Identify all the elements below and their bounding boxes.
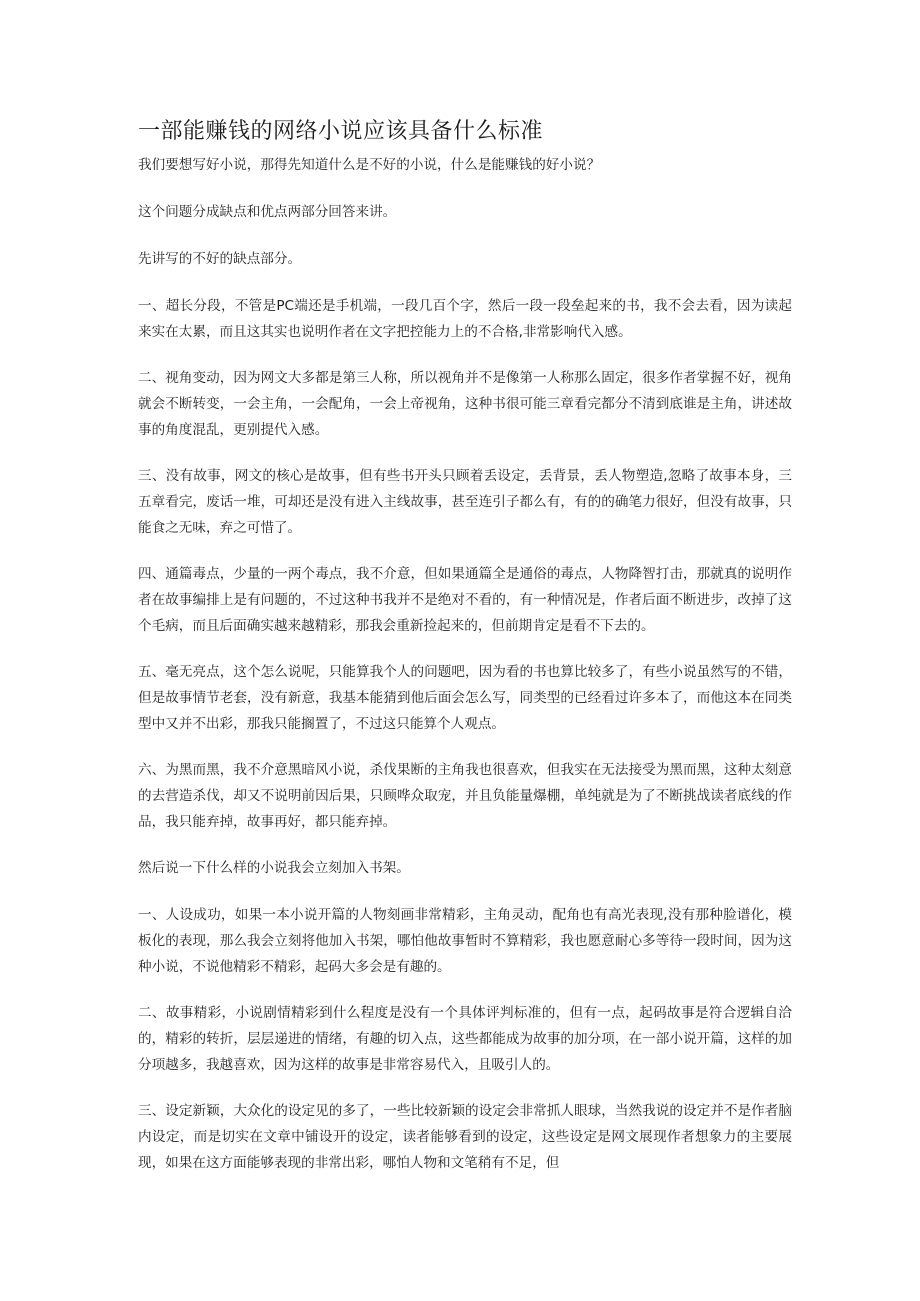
paragraph-structure: 这个问题分成缺点和优点两部分回答来讲。 (138, 204, 397, 220)
paragraph-intro: 我们要想写好小说，那得先知道什么是不好的小说，什么是能赚钱的好小说？ (138, 157, 601, 173)
paragraph-weakness-heading: 先讲写的不好的缺点部分。 (138, 251, 302, 267)
paragraph-strength-2: 二、故事精彩，小说剧情精彩到什么程度是没有一个具体评判标准的，但有一点，起码故事是符合逻辑自洽的，精彩的转折，层层递进的情绪，有趣的切入点，这些都能成为故事的加分项，在一部小说开篇，这样的加分项越多，我越喜欢，因为这样的故事是非常容易代入，且吸引人的。 (138, 1005, 792, 1073)
paragraph-strength-heading: 然后说一下什么样的小说我会立刻加入书架。 (138, 860, 410, 876)
paragraph-weakness-3: 三、没有故事，网文的核心是故事，但有些书开头只顾着丢设定，丢背景，丢人物塑造,忽略了故事本身，三五章看完，废话一堆，可却还是没有进入主线故事，甚至连引子都么有，有的的确笔力很好，但没有故事，只能食之无味，弃之可惜了。 (138, 468, 792, 536)
paragraph-weakness-5: 五、毫无亮点，这个怎么说呢，只能算我个人的问题吧，因为看的书也算比较多了，有些小说虽然写的不错，但是故事情节老套，没有新意，我基本能猜到他后面会怎么写，同类型的已经看过许多本了，而他这本在同类型中又并不出彩，那我只能搁置了，不过这只能算个人观点。 (138, 664, 792, 732)
document-page (138, 116, 792, 1196)
paragraph-weakness-4: 四、通篇毒点，少量的一两个毒点，我不介意，但如果通篇全是通俗的毒点，人物降智打击，那就真的说明作者在故事编排上是有问题的，不过这种书我并不是绝对不看的，有一种情况是，作者后面不断进步，改掉了这个毛病，而且后面确实越来越精彩，那我会重新捡起来的，但前期肯定是看不下去的。 (138, 566, 792, 634)
paragraph-weakness-2: 二、视角变动，因为网文大多都是第三人称，所以视角并不是像第一人称那么固定，很多作者掌握不好，视角就会不断转变，一会主角，一会配角，一会上帝视角，这种书很可能三章看完都分不清到底谁是主角，讲述故事的角度混乱，更别提代入感。 (138, 370, 792, 438)
document-title: 一部能赚钱的网络小说应该具备什么标准 (138, 119, 544, 144)
paragraph-strength-1: 一、人设成功，如果一本小说开篇的人物刻画非常精彩，主角灵动，配角也有高光表现,没有那种脸谱化，模板化的表现，那么我会立刻将他加入书架，哪怕他故事暂时不算精彩，我也愿意耐心多等待一段时间，因为这种小说，不说他精彩不精彩，起码大多会是有趣的。 (138, 907, 792, 975)
paragraph-strength-3: 三、设定新颖，大众化的设定见的多了，一些比较新颖的设定会非常抓人眼球，当然我说的设定并不是作者脑内设定，而是切实在文章中铺设开的设定，读者能够看到的设定，这些设定是网文展现作者想象力的主要展现，如果在这方面能够表现的非常出彩，哪怕人物和文笔稍有不足，但 (138, 1103, 792, 1171)
paragraph-weakness-1: 一、超长分段，不管是PC端还是手机端，一段几百个字，然后一段一段垒起来的书，我不会去看，因为读起来实在太累，而且这其实也说明作者在文字把控能力上的不合格,非常影响代入感。 (138, 298, 792, 340)
paragraph-weakness-6: 六、为黑而黑，我不介意黑暗风小说，杀伐果断的主角我也很喜欢，但我实在无法接受为黑而黑，这种太刻意的去营造杀伐，却又不说明前因后果，只顾哗众取宠，并且负能量爆棚，单纯就是为了不断挑战读者底线的作品，我只能弃掉，故事再好，都只能弃掉。 (138, 762, 792, 830)
